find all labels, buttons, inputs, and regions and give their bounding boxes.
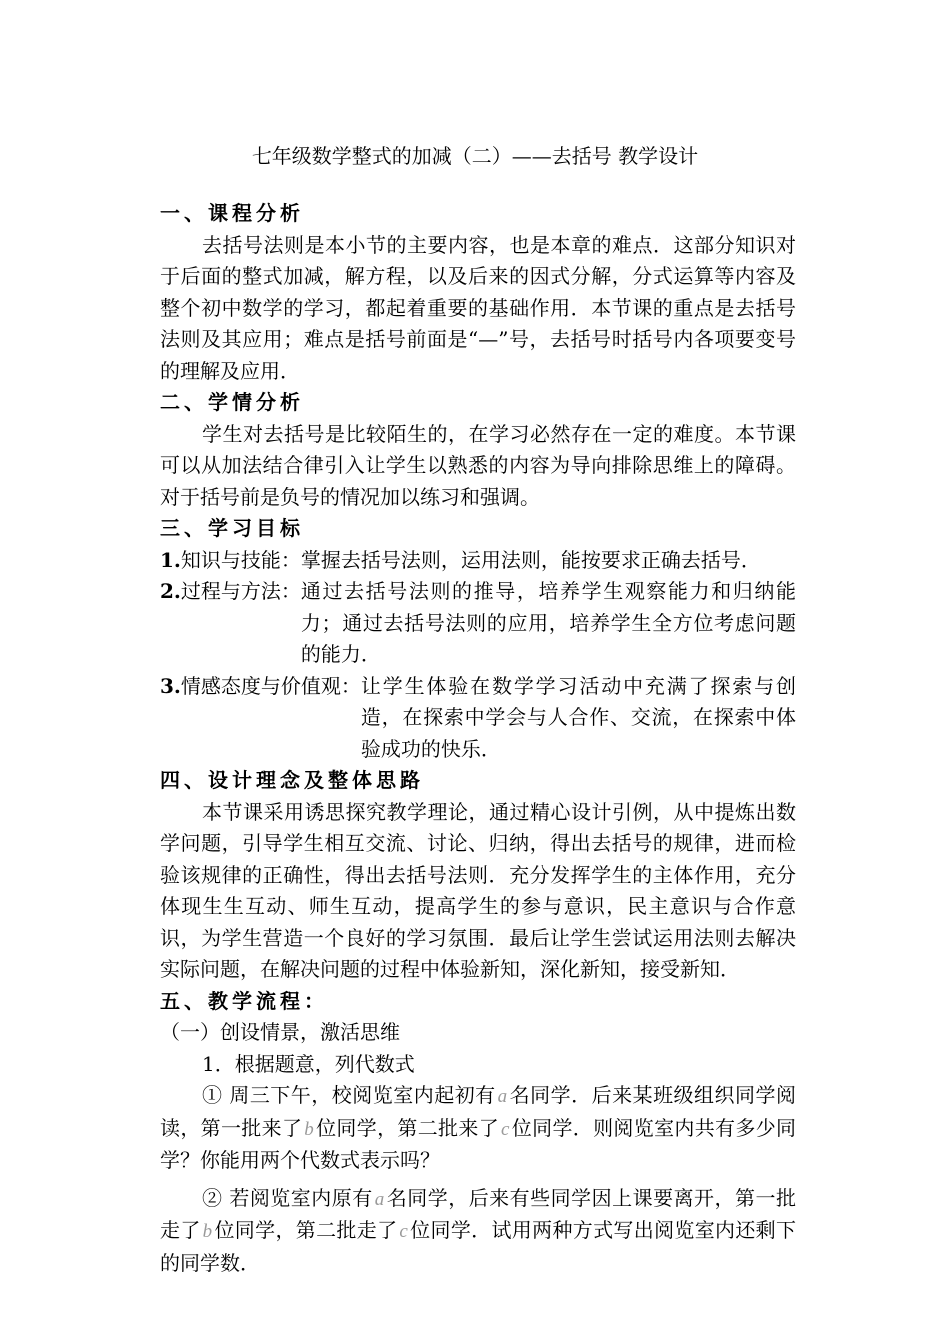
course-analysis-paragraph: 去括号法则是本小节的主要内容，也是本章的难点．这部分知识对于后面的整式加减，解方程，以及后来的因式分解，分式运算等内容及整个初中数学的学习，都起着重要的基础作用．本节课的重点是去括号法则及其应用；难点是括号前面是“—”号，去括号时括号内各项要变号的理解及应用．: [160, 232, 796, 383]
section-heading-course-analysis: 一、课程分析: [160, 201, 304, 225]
goal-label: 2.过程与方法：: [160, 579, 301, 603]
section-heading-student-analysis: 二、学情分析: [160, 390, 304, 414]
variable-b: b: [202, 1221, 213, 1242]
goal-text: 通过去括号法则的推导，培养学生观察能力和归纳能力；通过去括号法则的应用，培养学生全方位考虑问题的能力．: [300, 579, 796, 666]
question-1: ① 周三下午，校阅览室内起初有 a 名同学．后来某班级组织同学阅读，第一批来了 b 位同学，第二批来了 c 位同学．则阅览室内共有多少同学？你能用两个代数式表示吗？: [160, 1083, 797, 1172]
document-title: 七年级数学整式的加减（二）——去括号 教学设计: [251, 144, 699, 168]
section-heading-design-concept: 四、设计理念及整体思路: [160, 768, 424, 792]
student-analysis-paragraph: 学生对去括号是比较陌生的，在学习必然存在一定的难度。本节课可以从加法结合律引入让学生以熟悉的内容为导向排除思维上的障碍。对于括号前是负号的情况加以练习和强调。: [160, 421, 796, 509]
document-body: [160, 198, 796, 1279]
goal-text: 让学生体验在数学学习活动中充满了探索与创造，在探索中学会与人合作、交流，在探索中体验成功的快乐．: [360, 673, 796, 761]
goal-item-attitude: [160, 671, 796, 766]
variable-c: c: [399, 1221, 408, 1242]
step-heading: 1．根据题意，列代数式: [202, 1051, 415, 1076]
variable-b: b: [304, 1118, 314, 1140]
variable-a: a: [374, 1188, 385, 1210]
variable-c: c: [501, 1118, 510, 1140]
design-concept-paragraph: 本节课采用诱思探究教学理论，通过精心设计引例，从中提炼出数学问题，引导学生相互交流、讨论、归纳，得出去括号的规律，进而检验该规律的正确性，得出去括号法则．充分发挥学生的主体作用，充分体现生生互动、师生互动，提高学生的参与意识，民主意识与合作意识，为学生营造一个良好的学习氛围．最后让学生尝试运用法则去解决实际问题，在解决问题的过程中体验新知，深化新知，接受新知．: [160, 799, 796, 981]
goal-text: 掌握去括号法则，运用法则，能按要求正确去括号．: [300, 547, 761, 572]
goal-item-knowledge: [160, 545, 796, 577]
question-2: ② 若阅览室内原有 a 名同学，后来有些同学因上课要离开，第一批走了 b 位同学，第二批走了 c 位同学．试用两种方式写出阅览室内还剩下的同学数．: [160, 1185, 797, 1275]
subsection-heading: （一）创设情景，激活思维: [160, 1020, 400, 1044]
variable-a: a: [497, 1086, 508, 1107]
goal-label: 3.情感态度与价值观：: [160, 673, 361, 698]
section-heading-teaching-process: 五、教学流程：: [160, 988, 328, 1013]
goal-item-process: [160, 576, 796, 671]
goal-label: 1.知识与技能：: [160, 547, 301, 572]
section-heading-learning-goals: 三、学习目标: [160, 516, 304, 540]
